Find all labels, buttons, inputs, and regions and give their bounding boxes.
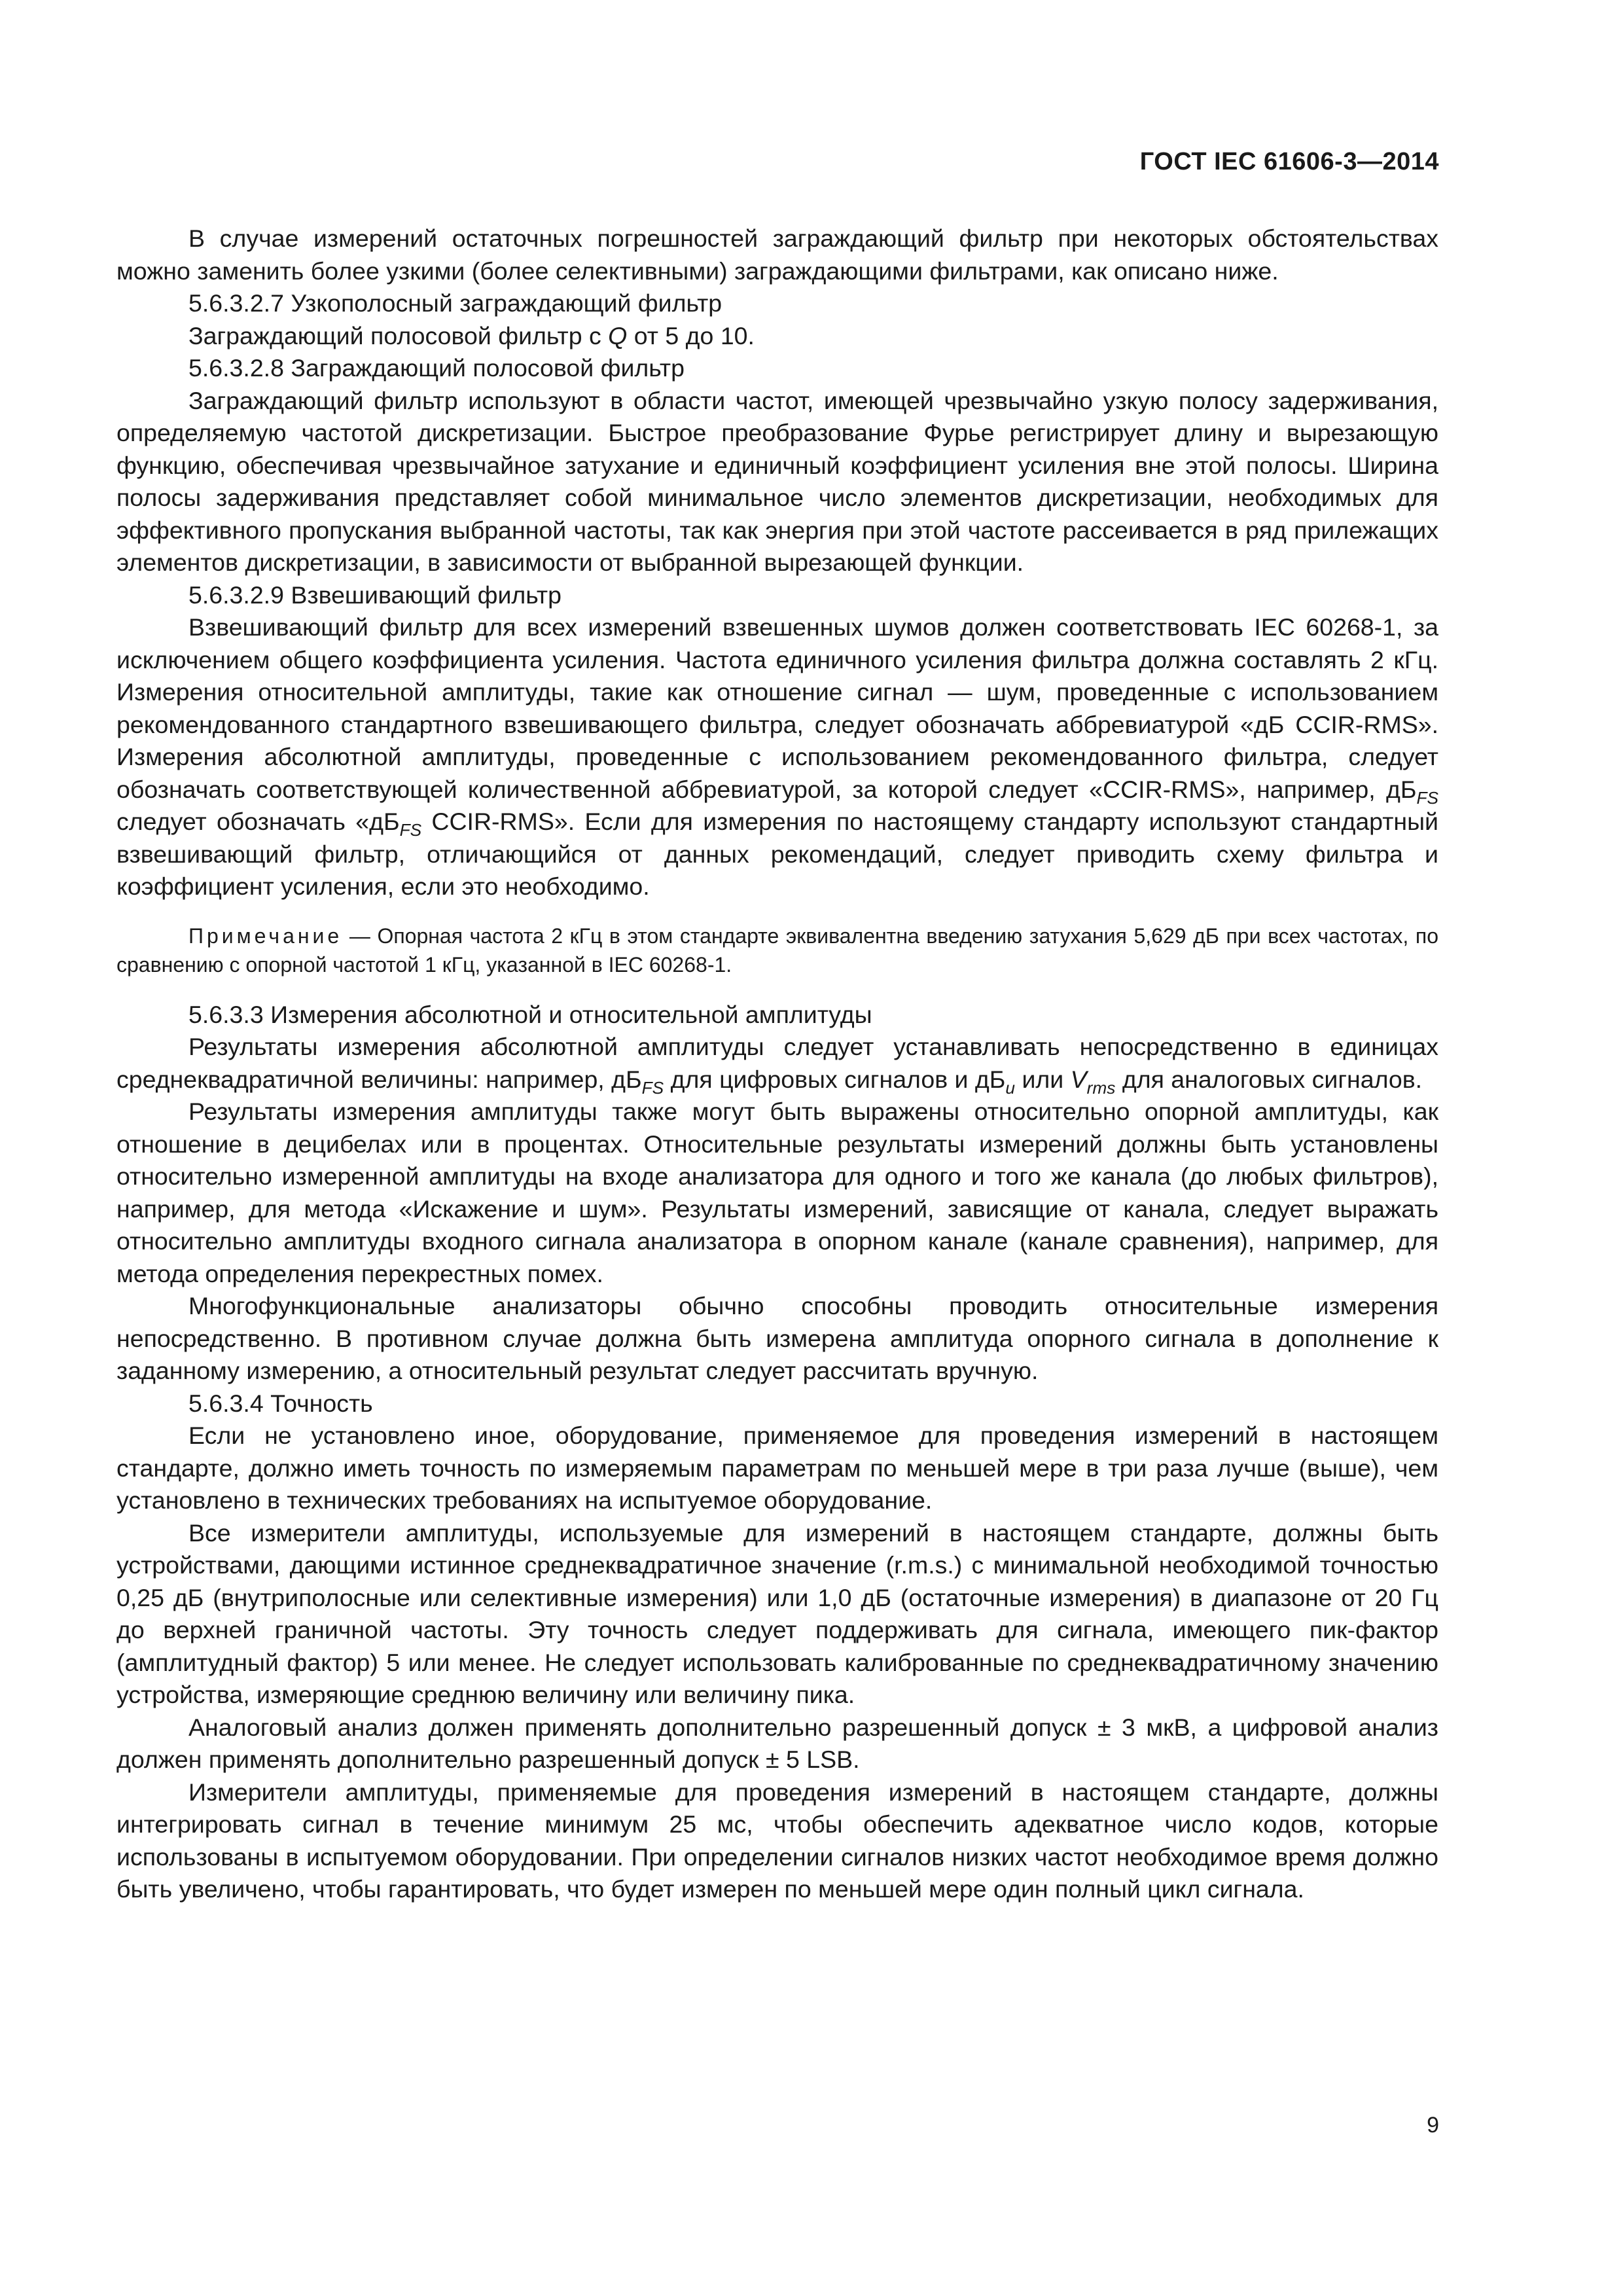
subscript: rms: [1086, 1077, 1116, 1098]
section-5-6-3-2-8-heading: 5.6.3.2.8 Заграждающий полосовой фильтр: [188, 354, 685, 382]
paragraph-narrowband-filter: [116, 320, 1438, 353]
note-label: Примечание: [188, 924, 343, 948]
v-symbol: V: [1070, 1065, 1087, 1093]
text-run: для цифровых сигналов и дБ: [664, 1065, 1006, 1093]
text-run: следует обозначать «дБ: [116, 808, 400, 835]
paragraph-relative-amplitude: Результаты измерения амплитуды также могут быть выражены относительно опорной амплитуды, как отношение в децибелах или в процентах. Относительные результаты измерений должны быть установлены относительно измеренной амплитуды на входе анализатора для одного и того же канала (до любых фильтров), например, для метода «Искажение и шум». Результаты измерений, зависящие от канала, следует выражать относительно амплитуды входного сигнала анализатора в опорном канале (канале сравнения), например, для метода определения перекрестных помех.: [116, 1098, 1438, 1287]
text-run: от 5 до 10.: [627, 321, 755, 350]
q-symbol: Q: [608, 321, 628, 350]
document-body: [116, 223, 1438, 1906]
paragraph-absolute-amplitude: [116, 1031, 1438, 1096]
page-number: 9: [1427, 2113, 1439, 2138]
text-run: или: [1015, 1065, 1071, 1093]
paragraph-notch-filter: Заграждающий фильтр используют в области частот, имеющей чрезвычайно узкую полосу задерживания, определяемую частотой дискретизации. Быстрое преобразование Фурье регистрирует длину и вырезающую функцию, обеспечивая чрезвычайное затухание и единичный коэффициент усиления вне этой полосы. Ширина полосы задерживания представляет собой минимальное число элементов дискретизации, необходимых для эффективного пропускания выбранной частоты, так как энергия при этой частоте рассеивается в ряд прилежащих элементов дискретизации, в зависимости от выбранной вырезающей функции.: [116, 386, 1438, 576]
section-5-6-3-2-7-heading: 5.6.3.2.7 Узкополосный заграждающий фильтр: [188, 289, 722, 317]
section-5-6-3-3-heading: 5.6.3.3 Измерения абсолютной и относительной амплитуды: [188, 1000, 872, 1028]
paragraph-intro: В случае измерений остаточных погрешностей заграждающий фильтр при некоторых обстоятельствах можно заменить более узкими (более селективными) заграждающими фильтрами, как описано ниже.: [116, 224, 1438, 285]
text-run: Результаты измерения абсолютной амплитуды следует устанавливать непосредственно в единицах среднеквадратичной величины: например, дБ: [116, 1033, 1438, 1093]
section-5-6-3-2-9-heading: 5.6.3.2.9 Взвешивающий фильтр: [188, 581, 562, 609]
text-run: Заграждающий полосовой фильтр с: [188, 321, 609, 350]
paragraph-integration-time: Измерители амплитуды, применяемые для проведения измерений в настоящем стандарте, должны интегрировать сигнал в течение минимум 25 мс, чтобы обеспечить адекватное число кодов, которые использованы в испытуемом оборудовании. При определении сигналов низких частот необходимое время должно быть увеличено, чтобы гарантировать, что будет измерен по меньшей мере один полный цикл сигнала.: [116, 1778, 1438, 1903]
paragraph-multifunction-analyzers: Многофункциональные анализаторы обычно способны проводить относительные измерения непосредственно. В противном случае должна быть измерена амплитуда опорного сигнала в дополнение к заданному измерению, а относительный результат следует рассчитать вручную.: [116, 1292, 1438, 1384]
paragraph-accuracy: Если не установлено иное, оборудование, применяемое для проведения измерений в настоящем стандарте, должно иметь точность по измеряемым параметрам по меньшей мере в три раза лучше (выше), чем установлено в технических требованиях на испытуемое оборудование.: [116, 1422, 1438, 1514]
subscript: FS: [1416, 787, 1438, 808]
section-5-6-3-4-heading: 5.6.3.4 Точность: [188, 1389, 373, 1417]
text-run: Взвешивающий фильтр для всех измерений взвешенных шумов должен соответствовать IEC 60268-1, за исключением общего коэффициента усиления. Частота единичного усиления фильтра должна составлять 2 кГц. Измерения относительной амплитуды, такие как отношение сигнал — шум, проведенные с использованием рекомендованного стандартного взвешивающего фильтра, следует обозначать аббревиатурой «дБ CCIR-RMS». Измерения абсолютной амплитуды, проведенные с использованием рекомендованного фильтра, следует обозначать соответствующей количественной аббревиатурой, за которой следует «CCIR-RMS», например, дБ: [116, 613, 1438, 803]
text-run: CCIR-RMS». Если для измерения по настоящему стандарту используют стандартный взвешивающий фильтр, отличающийся от данных рекомендаций, следует приводить схему фильтра и коэффициент усиления, если это необходимо.: [116, 808, 1439, 900]
paragraph-analog-digital-tolerance: Аналоговый анализ должен применять дополнительно разрешенный допуск ± 3 мкВ, а цифровой анализ должен применять дополнительно разрешенный допуск ± 5 LSB.: [116, 1713, 1438, 1773]
paragraph-weighting-filter: [116, 611, 1438, 903]
paragraph-amplitude-meters: Все измерители амплитуды, используемые для измерений в настоящем стандарте, должны быть устройствами, дающими истинное среднеквадратичное значение (r.m.s.) с минимальной необходимой точностью 0,25 дБ (внутриполосные или селективные измерения) или 1,0 дБ (остаточные измерения) в диапазоне от 20 Гц до верхней граничной частоты. Эту точность следует поддерживать для сигнала, имеющего пик-фактор (амплитудный фактор) 5 или менее. Не следует использовать калиброванные по среднеквадратичному значению устройства, измеряющие среднюю величину или величину пика.: [116, 1518, 1438, 1708]
subscript: FS: [399, 820, 422, 840]
note-text: — Опорная частота 2 кГц в этом стандарте эквивалентна введению затухания 5,629 дБ при всех частотах, по сравнению с опорной частотой 1 кГц, указанной в IEC 60268-1.: [116, 924, 1438, 977]
text-run: для аналоговых сигналов.: [1115, 1065, 1423, 1093]
subscript: FS: [641, 1077, 664, 1098]
standard-header: ГОСТ IEC 61606-3—2014: [1139, 148, 1439, 175]
note: [116, 922, 1438, 979]
subscript: u: [1005, 1077, 1016, 1098]
